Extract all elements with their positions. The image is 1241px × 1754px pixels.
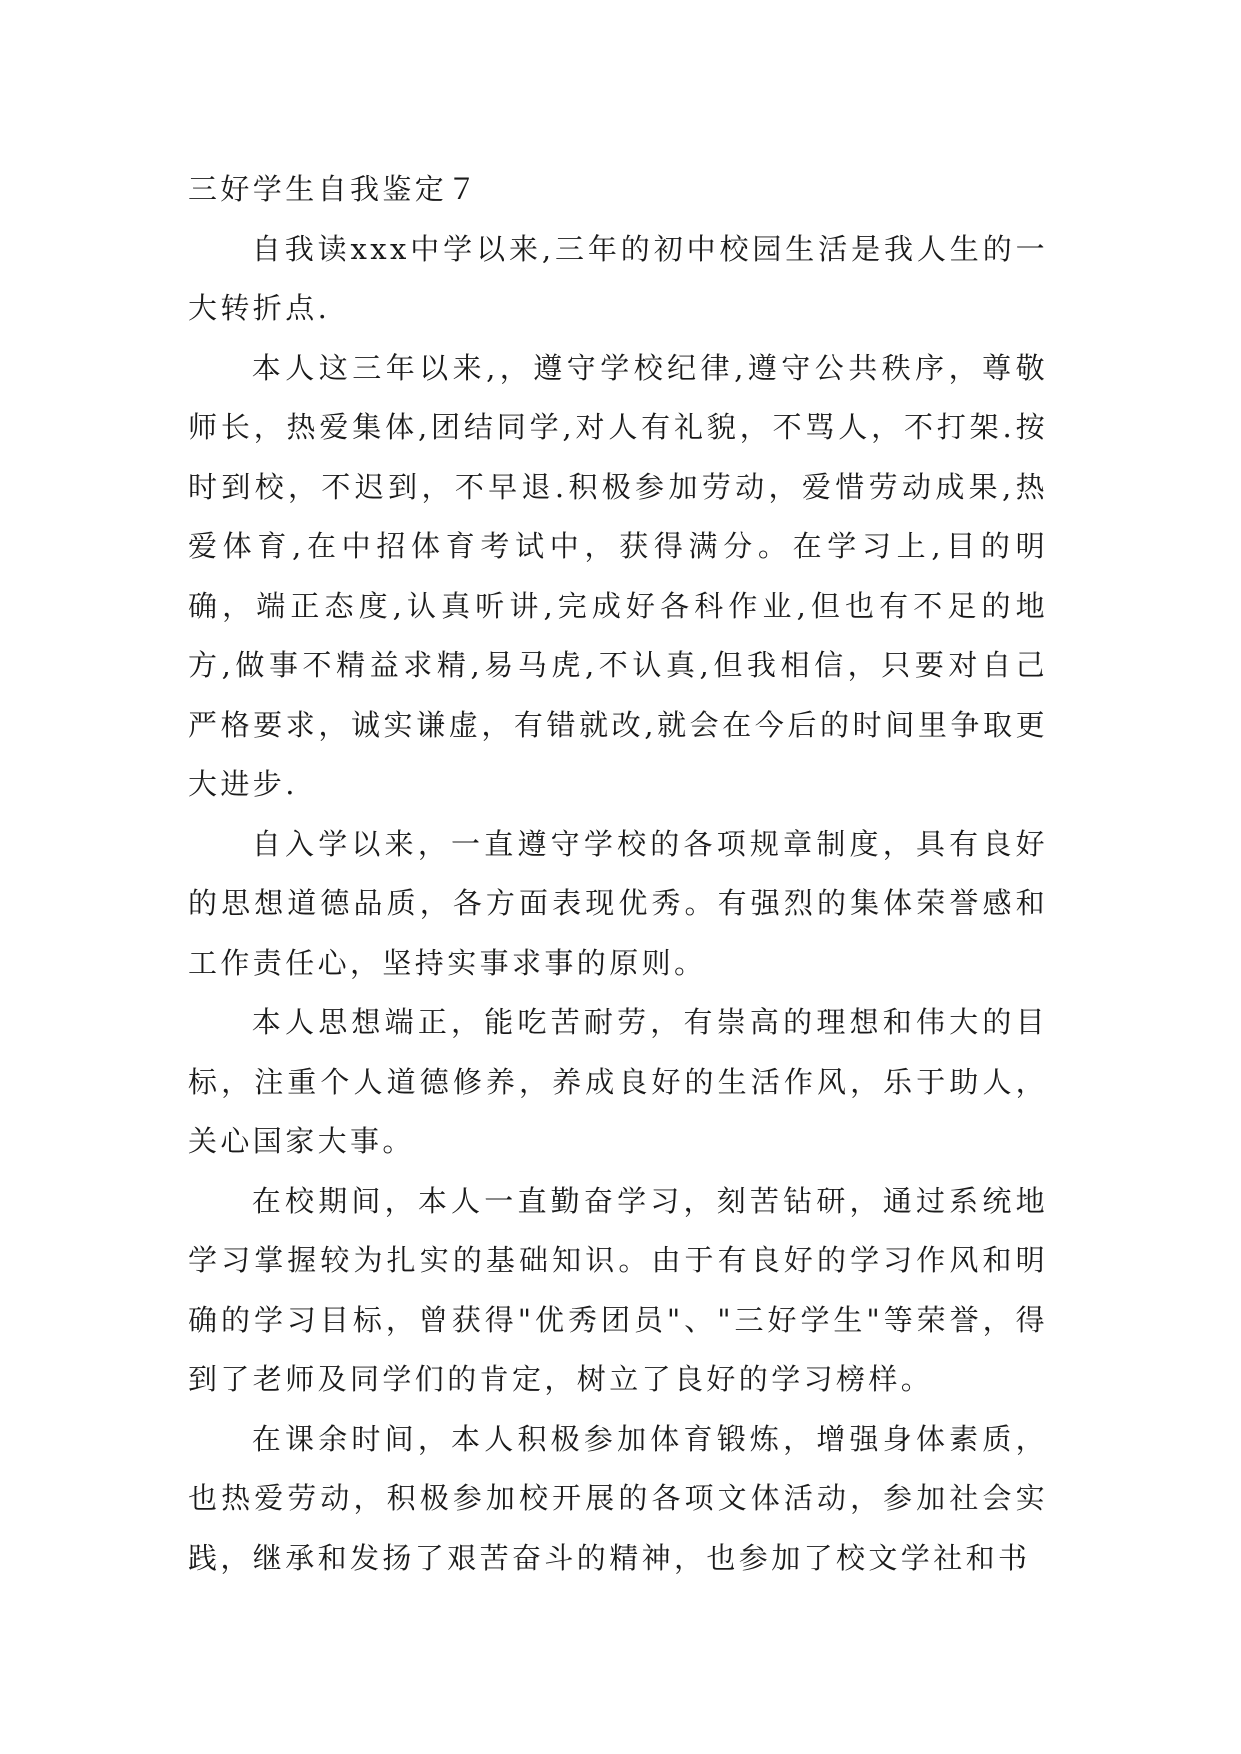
- paragraph-rules: 自入学以来，一直遵守学校的各项规章制度，具有良好的思想道德品质，各方面表现优秀。有强烈的集体荣誉感和工作责任心，坚持实事求事的原则。: [188, 826, 1048, 980]
- paragraph-character: 本人思想端正，能吃苦耐劳，有崇高的理想和伟大的目标，注重个人道德修养，养成良好的生活作风，乐于助人，关心国家大事。: [188, 1005, 1048, 1158]
- document-title: 三好学生自我鉴定７: [188, 172, 480, 206]
- paragraph-intro: 自我读xxx中学以来,三年的初中校园生活是我人生的一大转折点.: [188, 231, 1048, 325]
- paragraph-discipline: 本人这三年以来,，遵守学校纪律,遵守公共秩序，尊敬师长，热爱集体,团结同学,对人有礼貌，不骂人，不打架.按时到校，不迟到，不早退.积极参加劳动，爱惜劳动成果,热爱体育,在中招体育考试中，获得满分。在学习上,目的明确，端正态度,认真听讲,完成好各科作业,但也有不足的地方,做事不精益求精,易马虎,不认真,但我相信，只要对自己严格要求，诚实谦虚，有错就改,就会在今后的时间里争取更大进步.: [188, 350, 1048, 801]
- document-body: [188, 160, 1048, 1588]
- paragraph-activities: 在课余时间，本人积极参加体育锻炼，增强身体素质，也热爱劳动，积极参加校开展的各项文体活动，参加社会实践，继承和发扬了艰苦奋斗的精神，也参加了校文学社和书: [188, 1421, 1048, 1575]
- paragraph-study: 在校期间，本人一直勤奋学习，刻苦钻研，通过系统地学习掌握较为扎实的基础知识。由于有良好的学习作风和明确的学习目标，曾获得"优秀团员"、"三好学生"等荣誉，得到了老师及同学们的肯定，树立了良好的学习榜样。: [188, 1183, 1048, 1396]
